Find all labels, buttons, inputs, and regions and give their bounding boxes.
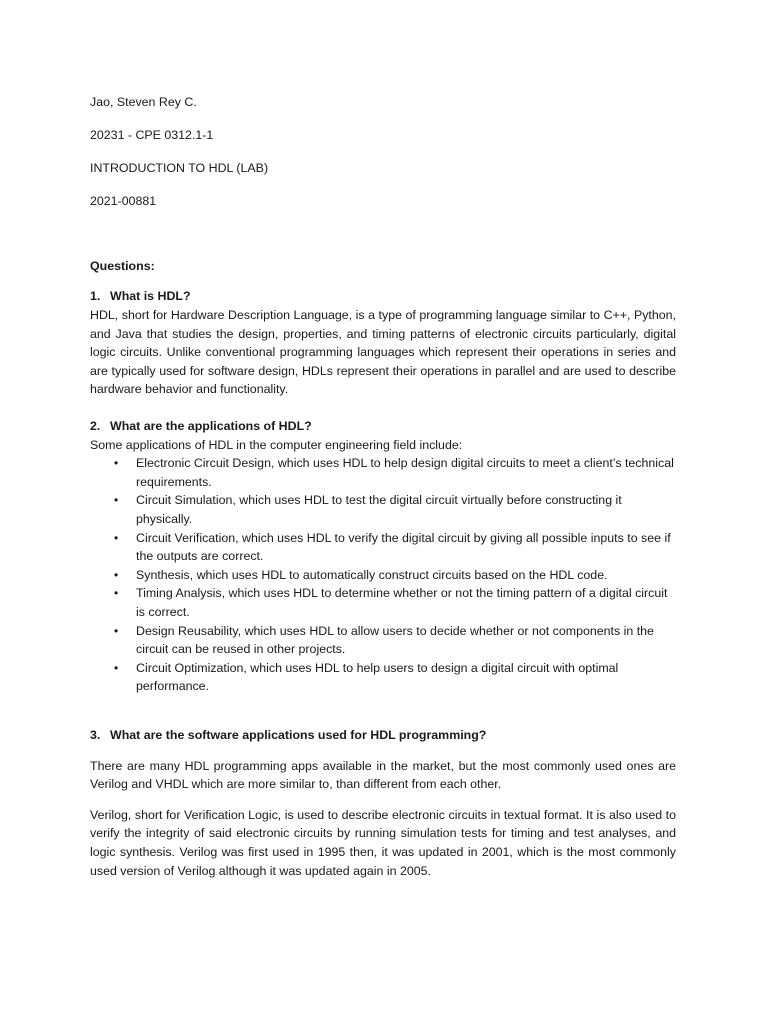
bullet-icon: • bbox=[114, 530, 119, 545]
list-item-text: Synthesis, which uses HDL to automatically construct circuits based on the HDL code. bbox=[136, 567, 608, 582]
list-item bbox=[90, 659, 676, 696]
list-item bbox=[90, 529, 676, 566]
questions-title: Questions: bbox=[90, 258, 155, 273]
question-2-number: 2. bbox=[90, 419, 101, 434]
list-item-text: Timing Analysis, which uses HDL to determine whether or not the timing pattern of a digital circuit is correct. bbox=[136, 586, 668, 619]
list-item-text: Circuit Optimization, which uses HDL to help users to design a digital circuit with optimal performance. bbox=[136, 660, 619, 694]
course-title: INTRODUCTION TO HDL (LAB) bbox=[90, 161, 269, 176]
list-item bbox=[90, 491, 676, 528]
question-3-text: What are the software applications used for HDL programming? bbox=[110, 727, 487, 742]
list-item-text: Electronic Circuit Design, which uses HDL to help design digital circuits to meet a client’s technical requirements. bbox=[136, 456, 674, 489]
spacer bbox=[90, 794, 676, 806]
student-id: 2021-00881 bbox=[90, 194, 157, 209]
list-item-text: Circuit Simulation, which uses HDL to test the digital circuit virtually before constructing it physically. bbox=[136, 493, 622, 526]
spacer bbox=[90, 399, 676, 417]
spacer bbox=[90, 696, 676, 726]
list-item bbox=[90, 584, 676, 621]
bullet-icon: • bbox=[114, 456, 119, 471]
bullet-icon: • bbox=[114, 586, 119, 601]
bullet-icon: • bbox=[114, 567, 119, 582]
question-3-paragraph-1: There are many HDL programming apps available in the market, but the most commonly used ones are Verilog and VHDL which are more similar to, than different from each other. bbox=[90, 758, 676, 792]
question-2-heading bbox=[90, 417, 676, 436]
bullet-icon: • bbox=[114, 660, 119, 675]
bullet-icon: • bbox=[114, 623, 119, 638]
document-body bbox=[90, 93, 676, 880]
question-2-intro: Some applications of HDL in the computer engineering field include: bbox=[90, 437, 463, 452]
spacer bbox=[90, 745, 676, 757]
question-1-answer: HDL, short for Hardware Description Language, is a type of programming language similar to C++, Python, and Java that studies the design, properties, and timing patterns of electronic circuits particularly, digital logic circuits. Unlike conventional programming languages which represent their operations in series and are typically used for software design, HDLs represent their operations in parallel and are used to describe hardware behavior and functionality. bbox=[90, 308, 676, 397]
question-3-paragraph-2: Verilog, short for Verification Logic, is used to describe electronic circuits in textual format. It is also used to verify the integrity of said electronic circuits by running simulation tests for timing and test analyses, and logic synthesis. Verilog was first used in 1995 then, it was updated in 2001, which is the most commonly used version of Verilog although it was updated again in 2005. bbox=[90, 807, 676, 878]
question-1-number: 1. bbox=[90, 289, 101, 304]
bullet-icon: • bbox=[114, 493, 119, 508]
list-item-text: Circuit Verification, which uses HDL to verify the digital circuit by giving all possible inputs to see if the outputs are correct. bbox=[136, 530, 671, 564]
question-1-heading bbox=[90, 287, 676, 306]
list-item-text: Design Reusability, which uses HDL to allow users to decide whether or not components in the circuit can be reused in other projects. bbox=[136, 623, 654, 657]
question-3-heading bbox=[90, 726, 676, 745]
list-item bbox=[90, 622, 676, 659]
author-name: Jao, Steven Rey C. bbox=[90, 95, 197, 109]
applications-list bbox=[90, 454, 676, 696]
question-3-number: 3. bbox=[90, 727, 101, 742]
list-item bbox=[90, 454, 676, 491]
question-1-text: What is HDL? bbox=[110, 289, 191, 304]
course-section: 20231 - CPE 0312.1-1 bbox=[90, 128, 214, 143]
question-2-text: What are the applications of HDL? bbox=[110, 419, 312, 434]
list-item bbox=[90, 566, 676, 585]
